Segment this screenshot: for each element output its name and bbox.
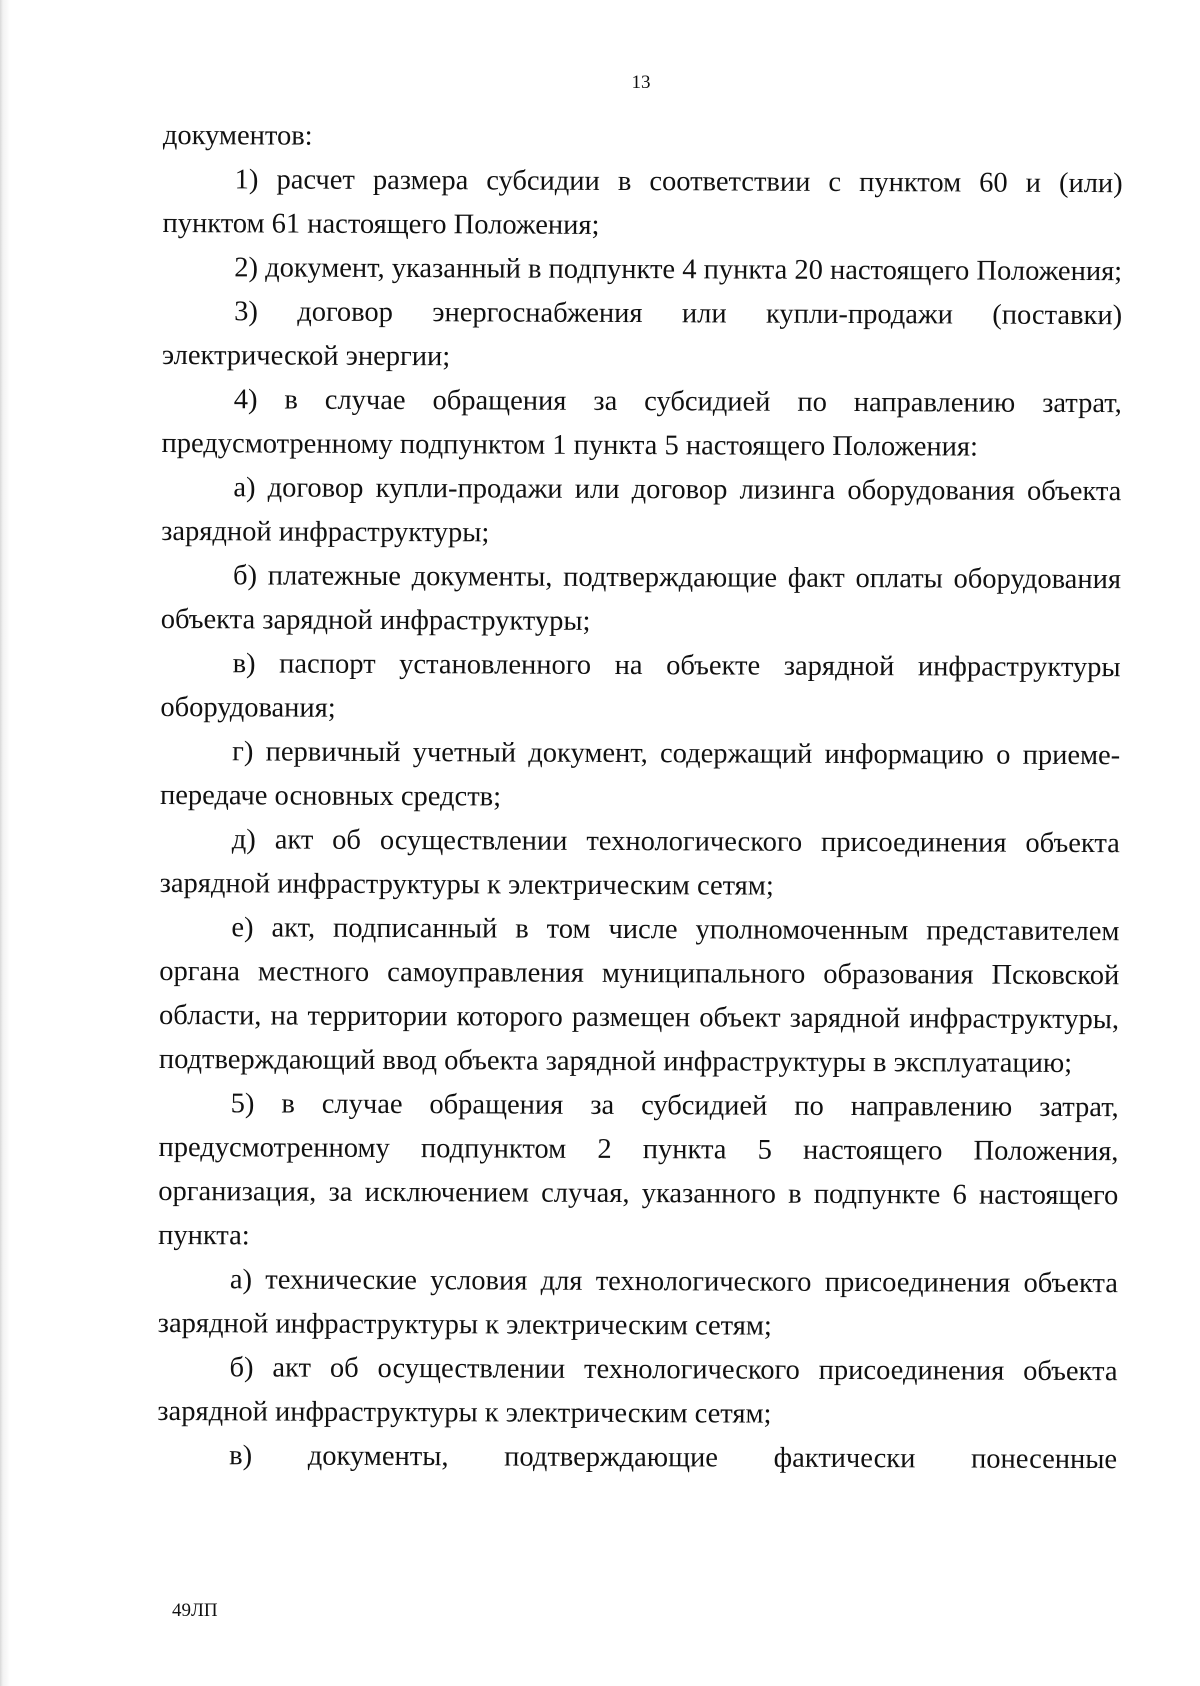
document-body	[157, 114, 1123, 1482]
paragraph-item-4v: в) паспорт установленного на объекте зарядной инфраструктуры оборудования;	[160, 648, 1121, 724]
document-code: 49ЛП	[172, 1600, 218, 1621]
scan-edge	[0, 0, 10, 1686]
paragraph-item-4b: б) платежные документы, подтверждающие факт оплаты оборудования объекта зарядной инфраструктуры;	[160, 560, 1122, 637]
paragraph-item-5a: а) технические условия для технологического присоединения объекта зарядной инфраструктуры к электрическим сетям;	[157, 1264, 1118, 1342]
paragraph-item-5v: в) документы, подтверждающие фактически понесенные	[229, 1440, 1118, 1476]
paragraph-item-3: 3) договор энергоснабжения или купли-продажи (поставки) электрической энергии;	[161, 296, 1123, 373]
paragraph-item-5b: б) акт об осуществлении технологического присоединения объекта зарядной инфраструктуры к электрическим сетям;	[157, 1352, 1118, 1430]
paragraph-item-4g: г) первичный учетный документ, содержащий информацию о приеме-передаче основных средств;	[159, 736, 1121, 813]
page-number: 13	[631, 72, 651, 93]
paragraph-item-4e: е) акт, подписанный в том числе уполномоченным представителем органа местного самоуправления муниципального образования Псковской области, на территории которого размещен объект зарядной инфраструктуры, подтверждающий ввод объекта зарядной инфраструктуры в эксплуатацию;	[158, 912, 1120, 1079]
paragraph-item-4a: а) договор купли-продажи или договор лизинга оборудования объекта зарядной инфраструктуры;	[161, 472, 1122, 549]
paragraph-item-5: 5) в случае обращения за субсидией по направлению затрат, предусмотренному подпунктом 2 пункта 5 настоящего Положения, организация, за исключением случая, указанного в подпункте 6 настоящего пункта:	[158, 1088, 1119, 1252]
paragraph-item-4: 4) в случае обращения за субсидией по направлению затрат, предусмотренному подпунктом 1 пункта 5 настоящего Положения:	[161, 384, 1122, 463]
paragraph-continuation: документов:	[162, 119, 313, 152]
paragraph-item-1: 1) расчет размера субсидии в соответствии с пунктом 60 и (или) пунктом 61 настоящего Положения;	[162, 164, 1123, 241]
paragraph-item-2: 2) документ, указанный в подпункте 4 пункта 20 настоящего Положения;	[234, 252, 1123, 288]
paragraph-item-4d: д) акт об осуществлении технологического присоединения объекта зарядной инфраструктуры к электрическим сетям;	[159, 824, 1120, 902]
